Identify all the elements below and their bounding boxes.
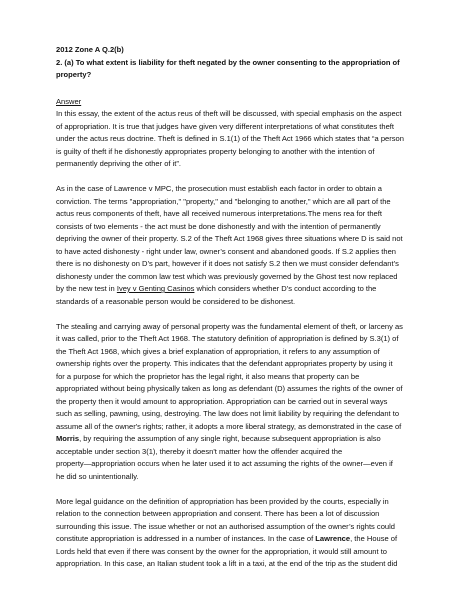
case-name-morris: Morris (56, 434, 80, 443)
text-line: standards of a reasonable person would be considered to be dishonest. (56, 296, 296, 306)
text-run: constitute appropriation is addressed in a number of instances. In the case of (56, 534, 316, 543)
text-line: the property then it would amount to appropriation. Appropriation can be carried out in several ways (56, 396, 388, 406)
text-line: he did so unintentionally. (56, 471, 139, 481)
text-line: the Theft Act 1968, which gives a brief explanation of appropriation, it refers to any assumption of (56, 346, 380, 356)
text-line: actus reus components of theft, have all received numerous interpretations.The mens rea for theft (56, 209, 382, 218)
text-line: for a purpose for which the proprietor has the legal right, it also means that property can be (56, 371, 360, 381)
text-line: permanently depriving the other of it”. (56, 159, 182, 168)
text-line: to have acted dishonesty - right under law, owner’s consent and abandoned goods. If S.2 applies then (56, 246, 396, 256)
answer-label: Answer (56, 96, 82, 106)
case-name-lawrence: Lawrence (315, 534, 351, 543)
text-line: of appropriation. It is true that judges have given very different interpretations of what constitutes theft (56, 121, 394, 131)
text-line: conviction. The terms "appropriation," "property," and "belonging to another," which are all part of the (56, 196, 391, 206)
text-line: surrounding this issue. The issue whether or not an authorised assumption of the owner’s rights could (56, 521, 395, 531)
text-run: , the House of (350, 534, 398, 543)
text-line (56, 283, 440, 296)
text-line: The stealing and carrying away of personal property was the fundamental element of theft, or larceny as (56, 321, 403, 331)
text-line: As in the case of Lawrence v MPC, the prosecution must establish each factor in order to obtain a (56, 184, 382, 193)
question-heading: 2012 Zone A Q.2(b) (56, 45, 124, 54)
text-line: More legal guidance on the definition of appropriation has been provided by the courts, especially in (56, 496, 389, 506)
case-link-ivey[interactable]: Ivey v Genting Casinos (116, 284, 195, 293)
text-line: such as selling, pawning, using, destroying. The law does not limit liability by requiring the defendant to (56, 409, 400, 418)
text-line: dishonesty under the common law test which was previously governed by the Ghost test now replaced (56, 271, 398, 281)
text-run: which considers whether D’s conduct according to the (194, 284, 377, 293)
text-line: ownership rights over the property. This indicates that the defendant appropriates property by using it (56, 359, 393, 368)
text-line (56, 533, 440, 546)
text-line: acceptable under section 3(1), thereby it doesn't matter how the offender acquired the (56, 446, 343, 456)
text-run: , by requiring the assumption of any single right, because subsequent appropriation is also (79, 434, 381, 443)
text-line: Lords held that even if there was consent by the owner for the appropriation, it would still amount to (56, 546, 387, 556)
text-line: is guilty of theft if he dishonestly appropriates property belonging to another with the intention of (56, 146, 375, 156)
paragraph-lawrence-mpc (56, 183, 440, 308)
text-line: relation to the connection between appropriation and consent. There has been a lot of discussion (56, 509, 380, 518)
text-line: there is no dishonesty on D’s part, however if it does not satisfy S.2 then we must consider defendant’s (56, 259, 399, 268)
question-line: property? (56, 70, 92, 79)
paragraph-consent (56, 496, 440, 571)
text-line: In this essay, the extent of the actus reus of theft will be discussed, with special emphasis on the aspect (56, 109, 402, 118)
text-line: consists of two elements - the act must be done dishonestly and with the intention of permanently (56, 221, 381, 231)
text-line: appropriated without being physically taken as long as defendant (D) assumes the rights of the owner of (56, 384, 403, 393)
paragraph-appropriation (56, 321, 440, 484)
text-line: it was called, prior to the Theft Act 1968. The statutory definition of appropriation is defined by S.3(1) of (56, 334, 399, 343)
text-line: appropriation. In this case, an Italian student took a lift in a taxi, at the end of the trip as the student did (56, 559, 398, 568)
text-line: assume all of the owner's rights; rather, it adopts a more liberal strategy, as demonstrated in the case of (56, 421, 402, 431)
text-run: by the new test in (56, 284, 117, 293)
text-line (56, 433, 440, 446)
question-text (56, 57, 440, 82)
text-line: depriving the owner of their property. S.2 of the Theft Act 1968 gives three situations where D is said not (56, 234, 403, 243)
question-line: 2. (a) To what extent is liability for theft negated by the owner consenting to the appropriation of (56, 57, 400, 67)
text-line: under the actus reus doctrine. Theft is defined in S.1(1) of the Theft Act 1966 which states that “a person (56, 134, 404, 143)
text-line: property—appropriation occurs when he later used it to act assuming the rights of the owner—even if (56, 459, 393, 468)
paragraph-intro (56, 108, 440, 171)
